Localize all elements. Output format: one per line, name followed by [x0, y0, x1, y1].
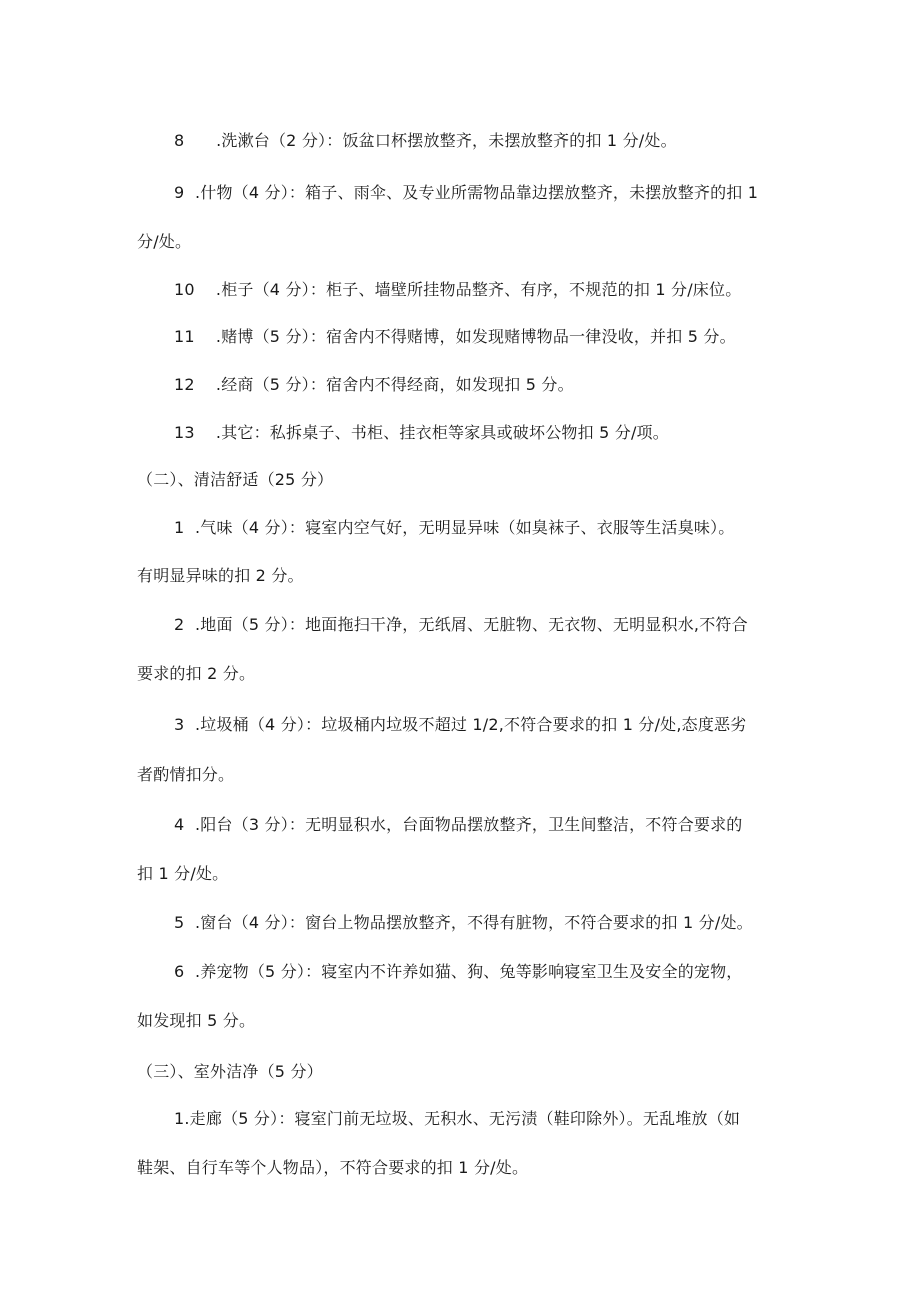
clean-5-windowsill: 5 .窗台（4 分）：窗台上物品摆放整齐，不得有脏物，不符合要求的扣 1 分/处。 [174, 913, 753, 932]
section-heading-clean-comfort: （二）、清洁舒适（25 分） [137, 470, 334, 489]
clean-6-pets: 6 .养宠物（5 分）：寝室内不许养如猫、狗、兔等影响寝室卫生及安全的宠物， [174, 962, 743, 981]
outdoor-1-corridor: 1.走廊（5 分）：寝室门前无垃圾、无积水、无污渍（鞋印除外）。无乱堆放（如 [174, 1109, 741, 1128]
rule-9-misc-items: 9 .什物（4 分）：箱子、雨伞、及专业所需物品靠边摆放整齐，未摆放整齐的扣 1 [174, 183, 759, 202]
clean-3-trash-bin-cont: 者酌情扣分。 [137, 765, 235, 784]
rule-13-other: 13 .其它：私拆桌子、书柜、挂衣柜等家具或破坏公物扣 5 分/项。 [174, 423, 669, 442]
clean-6-pets-cont: 如发现扣 5 分。 [137, 1011, 256, 1030]
clean-4-balcony: 4 .阳台（3 分）：无明显积水，台面物品摆放整齐，卫生间整洁，不符合要求的 [174, 815, 743, 834]
clean-2-floor-cont: 要求的扣 2 分。 [137, 664, 256, 683]
outdoor-1-corridor-cont: 鞋架、自行车等个人物品），不符合要求的扣 1 分/处。 [137, 1158, 529, 1177]
section-heading-outdoor-clean: （三）、室外洁净（5 分） [137, 1062, 323, 1081]
clean-3-trash-bin: 3 .垃圾桶（4 分）：垃圾桶内垃圾不超过 1/2,不符合要求的扣 1 分/处,态度恶劣 [174, 715, 747, 734]
rule-11-gambling: 11 .赌博（5 分）：宿舍内不得赌博，如发现赌博物品一律没收，并扣 5 分。 [174, 327, 736, 346]
clean-1-odor: 1 .气味（4 分）：寝室内空气好，无明显异味（如臭袜子、衣服等生活臭味）。 [174, 518, 735, 537]
rule-9-misc-items-cont: 分/处。 [137, 232, 192, 251]
rule-8-washstand: 8 .洗漱台（2 分）：饭盆口杯摆放整齐，未摆放整齐的扣 1 分/处。 [174, 131, 677, 150]
clean-4-balcony-cont: 扣 1 分/处。 [137, 864, 229, 883]
clean-2-floor: 2 .地面（5 分）：地面拖扫干净，无纸屑、无脏物、无衣物、无明显积水,不符合 [174, 615, 748, 634]
clean-1-odor-cont: 有明显异味的扣 2 分。 [137, 566, 304, 585]
rule-10-cabinet: 10 .柜子（4 分）：柜子、墙壁所挂物品整齐、有序，不规范的扣 1 分/床位。 [174, 280, 742, 299]
rule-12-business: 12 .经商（5 分）：宿舍内不得经商，如发现扣 5 分。 [174, 375, 574, 394]
